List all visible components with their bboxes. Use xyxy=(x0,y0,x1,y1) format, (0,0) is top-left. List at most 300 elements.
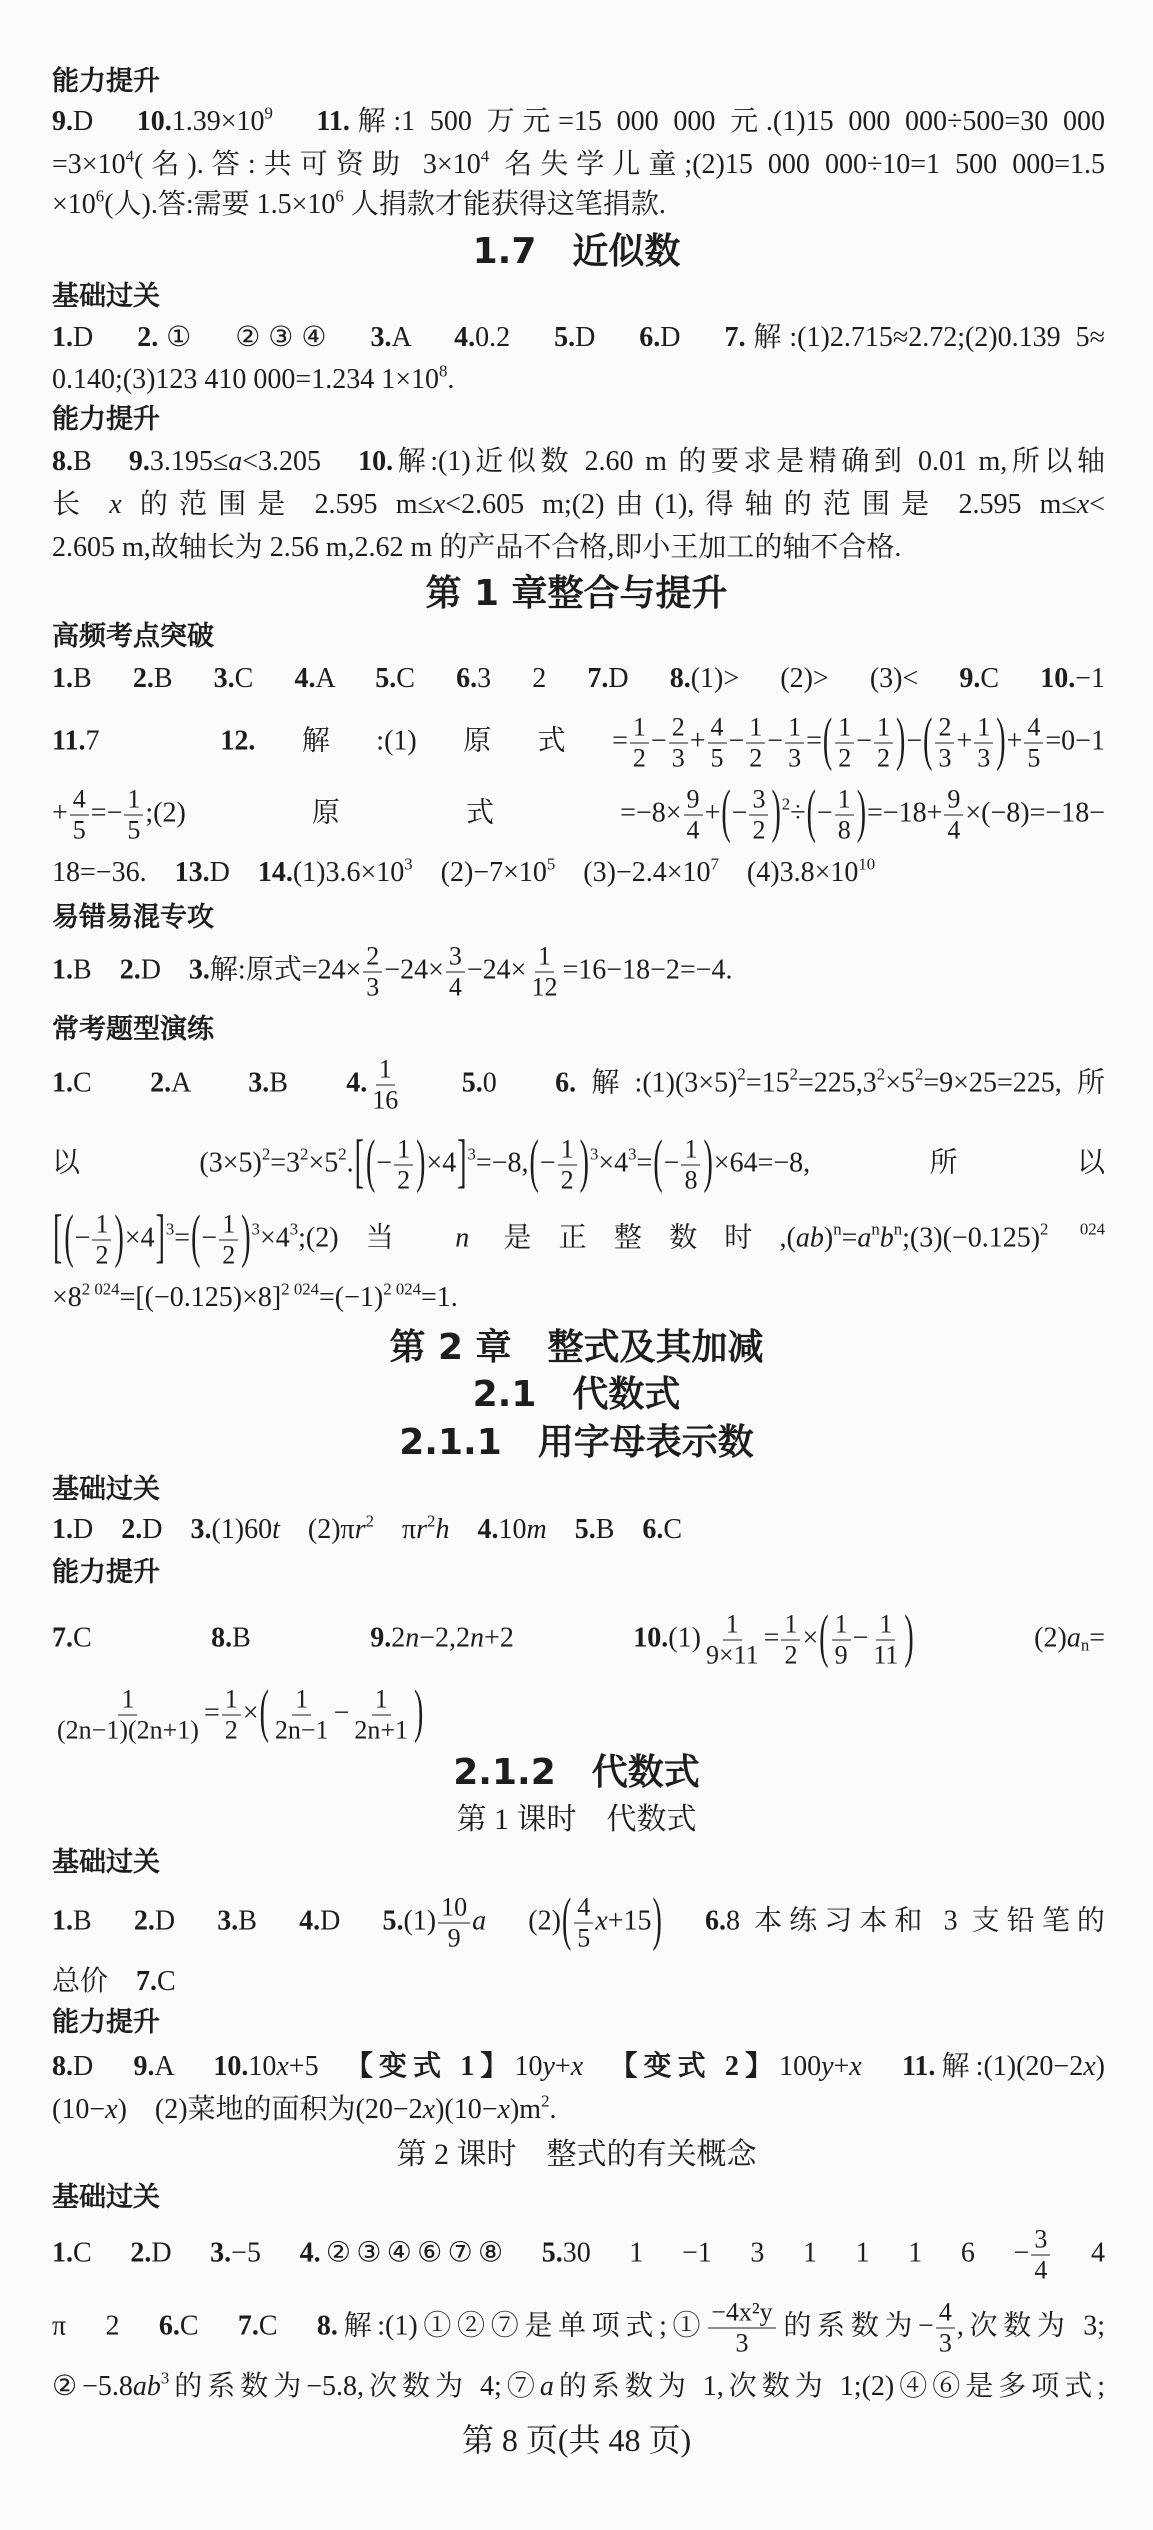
text-run: 是正整数时,( xyxy=(469,1222,796,1254)
fraction-denominator: 2 xyxy=(224,1715,238,1745)
answer-line xyxy=(52,1679,1105,1746)
superscript: 3 xyxy=(589,1144,599,1164)
question-number: 6. xyxy=(555,1067,577,1099)
math-variable: y xyxy=(542,2051,555,2082)
large-bracket: ) xyxy=(652,1887,662,1953)
fraction-denominator: 2 xyxy=(752,815,766,845)
large-bracket: ( xyxy=(806,779,816,845)
fraction xyxy=(438,1893,470,1954)
fraction xyxy=(124,785,143,846)
question-number: 11. xyxy=(52,725,86,757)
math-variable: x xyxy=(276,2051,289,2082)
math-variable: x xyxy=(1083,2051,1096,2082)
fraction-denominator: 2 xyxy=(222,1240,236,1270)
question-number: 5. xyxy=(574,1514,596,1545)
fraction-denominator: 2n−1 xyxy=(274,1715,329,1745)
text-run: = xyxy=(636,1147,653,1179)
superscript: 2 xyxy=(427,1511,436,1531)
fraction xyxy=(70,785,89,846)
fraction xyxy=(446,942,465,1003)
text-run: 2.1 代数式 xyxy=(472,1374,681,1415)
text-run: 0 xyxy=(482,1067,556,1099)
text-run: =15 xyxy=(745,1067,790,1099)
fraction xyxy=(272,1685,332,1746)
text-run: 第 1 课时 代数式 xyxy=(456,1803,697,1836)
text-run: B xyxy=(153,663,214,694)
fraction-numerator: 2 xyxy=(363,942,382,973)
text-run: 解:原式=24× xyxy=(209,954,362,986)
text-run xyxy=(273,106,317,137)
section-title xyxy=(0,1328,1153,1368)
question-number: 3. xyxy=(217,1905,239,1937)
text-run: +15 xyxy=(607,1905,652,1937)
fraction xyxy=(708,2298,775,2359)
question-number: 7. xyxy=(136,1966,158,1997)
question-number: 10. xyxy=(136,106,172,137)
math-variable: y xyxy=(821,2051,834,2082)
math-variable: x xyxy=(595,1905,608,1937)
text-run: )(10− xyxy=(435,2094,498,2125)
section-heading xyxy=(52,898,1105,938)
question-number: 9. xyxy=(52,106,73,137)
section-title xyxy=(0,1423,1153,1463)
math-variable: x xyxy=(109,489,122,520)
lesson-title xyxy=(0,1800,1153,1840)
text-run: A xyxy=(391,322,455,353)
answer-line xyxy=(52,185,1105,225)
fraction-denominator: 4 xyxy=(1034,2255,1048,2285)
fraction-numerator: 4 xyxy=(708,713,727,744)
superscript: 3 xyxy=(165,1219,175,1239)
question-number: 4. xyxy=(299,2237,321,2269)
fraction-numerator: 1 xyxy=(835,713,854,744)
text-run: 解:(1)2.715≈2.72;(2)0.139 5≈ xyxy=(745,322,1105,353)
text-run: D xyxy=(73,322,138,353)
answer-line xyxy=(52,779,1105,846)
question-number: 2. xyxy=(137,322,159,353)
fraction xyxy=(630,713,649,774)
question-number: 5. xyxy=(461,1067,483,1099)
large-bracket: ( xyxy=(191,1204,201,1270)
text-run: 基础过关 xyxy=(52,1474,160,1505)
text-run: − xyxy=(852,1622,869,1654)
question-number: 9. xyxy=(128,446,150,477)
text-run: 第 1 章整合与提升 xyxy=(425,573,728,614)
text-run: 的系数为− xyxy=(777,2310,934,2342)
fraction-numerator: 3 xyxy=(1031,2225,1050,2256)
text-run: (1)60 xyxy=(211,1514,273,1545)
large-bracket: ) xyxy=(414,1679,424,1745)
fraction-numerator: 1 xyxy=(785,713,804,744)
superscript: 3 xyxy=(251,1219,260,1239)
superscript: 2 xyxy=(781,794,791,814)
question-number: 11. xyxy=(316,106,350,137)
answer-line xyxy=(52,442,1105,482)
text-run: C xyxy=(258,2310,317,2342)
answer-line xyxy=(52,1129,1105,1196)
text-run: =− xyxy=(90,797,123,829)
fraction-numerator: 4 xyxy=(936,2298,955,2329)
superscript: 7 xyxy=(710,854,719,874)
text-run xyxy=(663,1905,705,1936)
large-bracket: ) xyxy=(579,1129,589,1195)
text-run: 高频考点突破 xyxy=(52,621,214,652)
text-run: =−18+ xyxy=(867,797,943,829)
math-variable: n xyxy=(405,1622,420,1654)
text-run: D xyxy=(140,954,189,986)
text-run: − xyxy=(539,1147,556,1179)
text-run: − xyxy=(906,725,923,757)
text-run: =16−18−2=−4. xyxy=(562,954,733,986)
text-run: B xyxy=(73,954,120,986)
text-run: − xyxy=(767,725,784,757)
question-number: 6. xyxy=(158,2310,180,2342)
answer-line xyxy=(52,2367,1105,2407)
large-bracket: ( xyxy=(923,707,933,773)
question-number: 7. xyxy=(52,1622,73,1654)
text-run: 2.605 m,故轴长为 2.56 m,2.62 m 的产品不合格,即小王加工的轴不合格. xyxy=(52,532,902,563)
text-run: 名失学儿童;(2)15 000 000÷10=1 500 000=1.5 xyxy=(489,149,1105,180)
superscript: 3 xyxy=(404,854,413,874)
math-variable: a xyxy=(857,1222,872,1254)
math-variable: b xyxy=(879,1222,894,1254)
text-run: 8 本练习本和 3 支铅笔的 xyxy=(726,1905,1105,1937)
text-run: ×(−8)=−18− xyxy=(965,797,1105,829)
math-variable: t xyxy=(272,1514,280,1545)
fraction-denominator: 9 xyxy=(447,1923,461,1953)
text-run: −2,2 xyxy=(419,1622,471,1654)
fraction xyxy=(870,1610,901,1671)
fraction-denominator: 5 xyxy=(72,815,86,845)
text-run: 解:(1)近似数 2.60 m 的要求是精确到 0.01 m,所以轴 xyxy=(393,446,1105,477)
text-run: (1) xyxy=(403,1905,437,1937)
fraction-numerator: 1 xyxy=(974,713,993,744)
text-run: 0.140;(3)123 410 000=1.234 1×10 xyxy=(52,364,440,395)
question-number: 8. xyxy=(52,2051,73,2082)
text-run: 能力提升 xyxy=(52,1557,160,1588)
question-number: 2. xyxy=(150,1067,172,1099)
question-number: 2. xyxy=(121,1514,143,1545)
text-run: − xyxy=(731,797,748,829)
question-number: 6. xyxy=(705,1905,727,1937)
fraction xyxy=(54,1685,202,1746)
text-run: 7 xyxy=(85,725,221,757)
text-run xyxy=(583,2051,623,2082)
text-run: (人).答:需要 1.5×10 xyxy=(104,189,336,220)
large-bracket: ) xyxy=(996,707,1006,773)
large-bracket: ( xyxy=(365,1129,376,1195)
superscript: 2 xyxy=(365,1511,374,1531)
text-run: + xyxy=(52,797,68,829)
text-run: 基础过关 xyxy=(52,1847,160,1878)
fraction-numerator: 1 xyxy=(124,785,143,816)
fraction xyxy=(669,713,688,774)
fraction-numerator: 3 xyxy=(446,942,465,973)
superscript: 6 xyxy=(335,186,344,206)
question-number: 2. xyxy=(130,2237,152,2269)
fraction xyxy=(935,713,954,774)
fraction-denominator: 9 xyxy=(834,1640,848,1670)
text-run: D xyxy=(154,1905,218,1937)
section-heading xyxy=(52,1553,1105,1593)
question-number: 8. xyxy=(52,446,73,477)
fraction-numerator: 1 xyxy=(92,1210,111,1241)
fraction-denominator: 2 xyxy=(877,743,891,773)
fraction-denominator: 5 xyxy=(1027,743,1041,773)
text-run: B xyxy=(73,446,129,477)
section-heading xyxy=(52,277,1105,317)
superscript: 2 024 xyxy=(281,1279,319,1299)
large-bracket: ) xyxy=(416,1129,426,1195)
text-run: 2.1.2 代数式 xyxy=(453,1752,700,1793)
text-run: 常考题型演练 xyxy=(52,1014,214,1045)
math-variable: n xyxy=(455,1222,470,1254)
question-number: 6. xyxy=(456,663,478,694)
text-run: 0.2 xyxy=(475,322,555,353)
fraction-denominator: 3 xyxy=(977,743,991,773)
subscript: n xyxy=(1080,1635,1090,1655)
text-run: ②③④⑥⑦⑧ xyxy=(320,2237,542,2269)
question-number: 13. xyxy=(174,857,210,888)
text-run: 基础过关 xyxy=(52,281,160,312)
fraction xyxy=(708,713,727,774)
text-run: 10 xyxy=(248,2051,277,2082)
text-run: =(−1) xyxy=(319,1282,384,1313)
fraction-denominator: 2 xyxy=(838,743,852,773)
superscript: 3 xyxy=(160,2368,170,2388)
text-run: ×10 xyxy=(52,189,96,220)
superscript: 3 xyxy=(467,1144,476,1164)
question-number: 1. xyxy=(52,1905,73,1937)
question-number: 1. xyxy=(52,954,73,986)
fraction-denominator: 2 xyxy=(784,1640,798,1670)
math-variable: x xyxy=(422,2094,436,2125)
fraction-numerator: 2 xyxy=(935,713,954,744)
text-run: =[(−0.125)×8] xyxy=(119,1282,282,1313)
answer-line xyxy=(52,942,1105,1003)
math-variable: m xyxy=(526,1514,547,1545)
fraction xyxy=(749,785,768,846)
question-number: 1. xyxy=(52,663,73,694)
fraction-numerator: 1 xyxy=(118,1685,137,1716)
answer-line xyxy=(52,1962,1105,2002)
text-run: 的系数为 1,次数为 1;(2)④⑥是多项式; xyxy=(553,2371,1105,2402)
text-run: C xyxy=(73,1067,151,1099)
superscript: n xyxy=(871,1219,880,1239)
answer-line xyxy=(52,1278,1105,1318)
fraction-numerator: 3 xyxy=(749,785,768,816)
text-run: ;(3)(−0.125) xyxy=(902,1222,1041,1254)
text-run: ×4 xyxy=(124,1222,155,1254)
text-run: ) xyxy=(823,1222,834,1254)
large-bracket: ) xyxy=(241,1204,251,1270)
text-run: (1)3.6×10 xyxy=(292,857,405,888)
text-run: D xyxy=(209,857,258,888)
question-number: 10. xyxy=(633,1622,669,1654)
question-number: 7. xyxy=(724,322,746,353)
fraction-denominator: 5 xyxy=(127,815,141,845)
fraction-denominator: 8 xyxy=(837,815,851,845)
text-run: . xyxy=(447,364,455,395)
text-run: D xyxy=(608,663,670,694)
text-run: 的系数为−5.8,次数为 4;⑦ xyxy=(169,2371,540,2402)
large-bracket: ) xyxy=(114,1204,124,1270)
text-run: (1) xyxy=(668,1622,701,1654)
question-number: 6. xyxy=(642,1514,664,1545)
fraction xyxy=(394,1135,413,1196)
text-run: +5 xyxy=(288,2051,359,2082)
text-run: π xyxy=(374,1514,417,1545)
text-run: 解:(1)(20−2 xyxy=(935,2051,1084,2082)
fraction-numerator: 1 xyxy=(376,1055,395,1086)
fraction-denominator: 9×11 xyxy=(705,1640,759,1670)
text-run: D xyxy=(73,2051,134,2082)
large-bracket: ) xyxy=(904,1604,914,1670)
fraction-denominator: 3 xyxy=(735,2328,749,2358)
text-run: 能力提升 xyxy=(52,66,160,97)
large-bracket: ( xyxy=(653,1129,663,1195)
question-number: 10. xyxy=(358,446,394,477)
superscript: n xyxy=(833,1219,842,1239)
superscript: 2 xyxy=(300,1144,309,1164)
math-variable: x xyxy=(849,2051,862,2082)
fraction-numerator: 9 xyxy=(944,785,963,816)
fraction-denominator: 3 xyxy=(938,743,952,773)
question-number: 7. xyxy=(587,663,609,694)
text-run: ×4 xyxy=(598,1147,629,1179)
text-run: 总价 xyxy=(52,1966,137,1997)
text-run: 4 xyxy=(1052,2237,1105,2269)
question-number: 4. xyxy=(454,322,476,353)
question-number: 4. xyxy=(299,1905,321,1937)
text-run xyxy=(862,2051,902,2082)
text-run: − xyxy=(663,1147,680,1179)
text-run: ×4 xyxy=(426,1147,457,1179)
fraction-numerator: 1 xyxy=(723,1610,742,1641)
answer-line xyxy=(52,1510,1105,1550)
fraction xyxy=(832,1610,851,1671)
math-variable: ab xyxy=(132,2371,161,2402)
text-run: B xyxy=(73,663,133,694)
fraction-denominator: 2 xyxy=(95,1240,109,1270)
text-run: +2 xyxy=(484,1622,634,1654)
text-run: − xyxy=(333,1697,350,1729)
text-run: (2)π xyxy=(279,1514,355,1545)
text-run: ×5 xyxy=(308,1147,339,1179)
question-number: 11. xyxy=(901,2051,936,2082)
text-run: D xyxy=(73,106,137,137)
text-run: =9×25=225,所 xyxy=(923,1067,1105,1099)
question-number: 8. xyxy=(211,1622,233,1654)
text-run: 3 2 xyxy=(477,663,588,694)
fraction xyxy=(703,1610,762,1671)
text-run: 1.7 近似数 xyxy=(472,231,681,272)
text-run: C xyxy=(396,663,457,694)
fraction-numerator: 1 xyxy=(394,1135,413,1166)
text-run: =0−1 xyxy=(1045,725,1105,757)
fraction xyxy=(684,785,703,846)
text-run: D xyxy=(320,1905,383,1937)
text-run: − xyxy=(650,725,667,757)
large-bracket: [ xyxy=(53,1204,63,1270)
text-run: − xyxy=(816,797,833,829)
fraction xyxy=(528,942,560,1003)
fraction-numerator: 1 xyxy=(832,1610,851,1641)
text-run: × xyxy=(242,1697,259,1729)
text-run: 第 2 章 整式及其加减 xyxy=(389,1327,764,1368)
fraction-denominator: 2 xyxy=(397,1165,411,1195)
fraction-denominator: 3 xyxy=(788,743,802,773)
question-number: 3. xyxy=(248,1067,270,1099)
text-run: . xyxy=(549,2094,557,2125)
question-number: 【变式 2】 xyxy=(623,2051,780,2082)
fraction xyxy=(219,1210,238,1271)
text-run: C xyxy=(73,1622,212,1654)
text-run: −1 xyxy=(1075,663,1105,694)
text-run: ×5 xyxy=(885,1067,915,1099)
fraction xyxy=(835,713,854,774)
math-variable: ab xyxy=(795,1222,824,1254)
answer-line xyxy=(52,145,1105,185)
question-number: 4. xyxy=(346,1067,368,1099)
large-bracket: ] xyxy=(457,1129,467,1195)
text-run: + xyxy=(689,725,706,757)
math-variable: r xyxy=(416,1514,428,1545)
fraction-numerator: −4x²y xyxy=(708,2298,775,2329)
text-run: 2 xyxy=(391,1622,406,1654)
question-number: 9. xyxy=(133,2051,155,2082)
question-number: 3. xyxy=(213,663,235,694)
text-run: 解:(1)原式= xyxy=(255,725,628,757)
question-number: 5. xyxy=(541,2237,563,2269)
fraction xyxy=(222,1685,241,1746)
text-run: )m xyxy=(509,2094,542,2125)
section-heading xyxy=(52,2178,1105,2218)
answer-line xyxy=(52,1604,1106,1671)
large-bracket: ) xyxy=(896,707,906,773)
answer-line xyxy=(52,485,1105,525)
text-run: D xyxy=(575,322,640,353)
text-run: ÷ xyxy=(790,797,806,829)
section-title xyxy=(0,574,1153,614)
question-number: 14. xyxy=(257,857,293,888)
text-run: 易错易混专攻 xyxy=(52,902,214,933)
fraction-numerator: 1 xyxy=(372,1685,391,1716)
fraction-numerator: 1 xyxy=(746,713,765,744)
text-run: =−8, xyxy=(475,1147,529,1179)
answer-line xyxy=(52,318,1105,358)
math-variable: x xyxy=(497,2094,510,2125)
fraction xyxy=(785,713,804,774)
text-run: + xyxy=(704,797,721,829)
fraction xyxy=(746,713,765,774)
large-bracket: [ xyxy=(354,1129,364,1195)
question-number: 【变式 1】 xyxy=(358,2051,515,2082)
fraction xyxy=(369,1055,401,1116)
text-run xyxy=(403,1067,461,1098)
fraction-denominator: 5 xyxy=(710,743,724,773)
text-run: + xyxy=(956,725,973,757)
superscript: 2 024 xyxy=(81,1279,120,1299)
text-run: ②−5.8 xyxy=(52,2371,133,2402)
large-bracket: ( xyxy=(64,1204,74,1270)
question-number: 8. xyxy=(316,2310,338,2342)
fraction-numerator: 1 xyxy=(630,713,649,744)
question-number: 2. xyxy=(132,663,154,694)
answer-line xyxy=(52,1055,1105,1116)
text-run: = xyxy=(1089,1622,1106,1654)
text-run xyxy=(547,1514,575,1545)
